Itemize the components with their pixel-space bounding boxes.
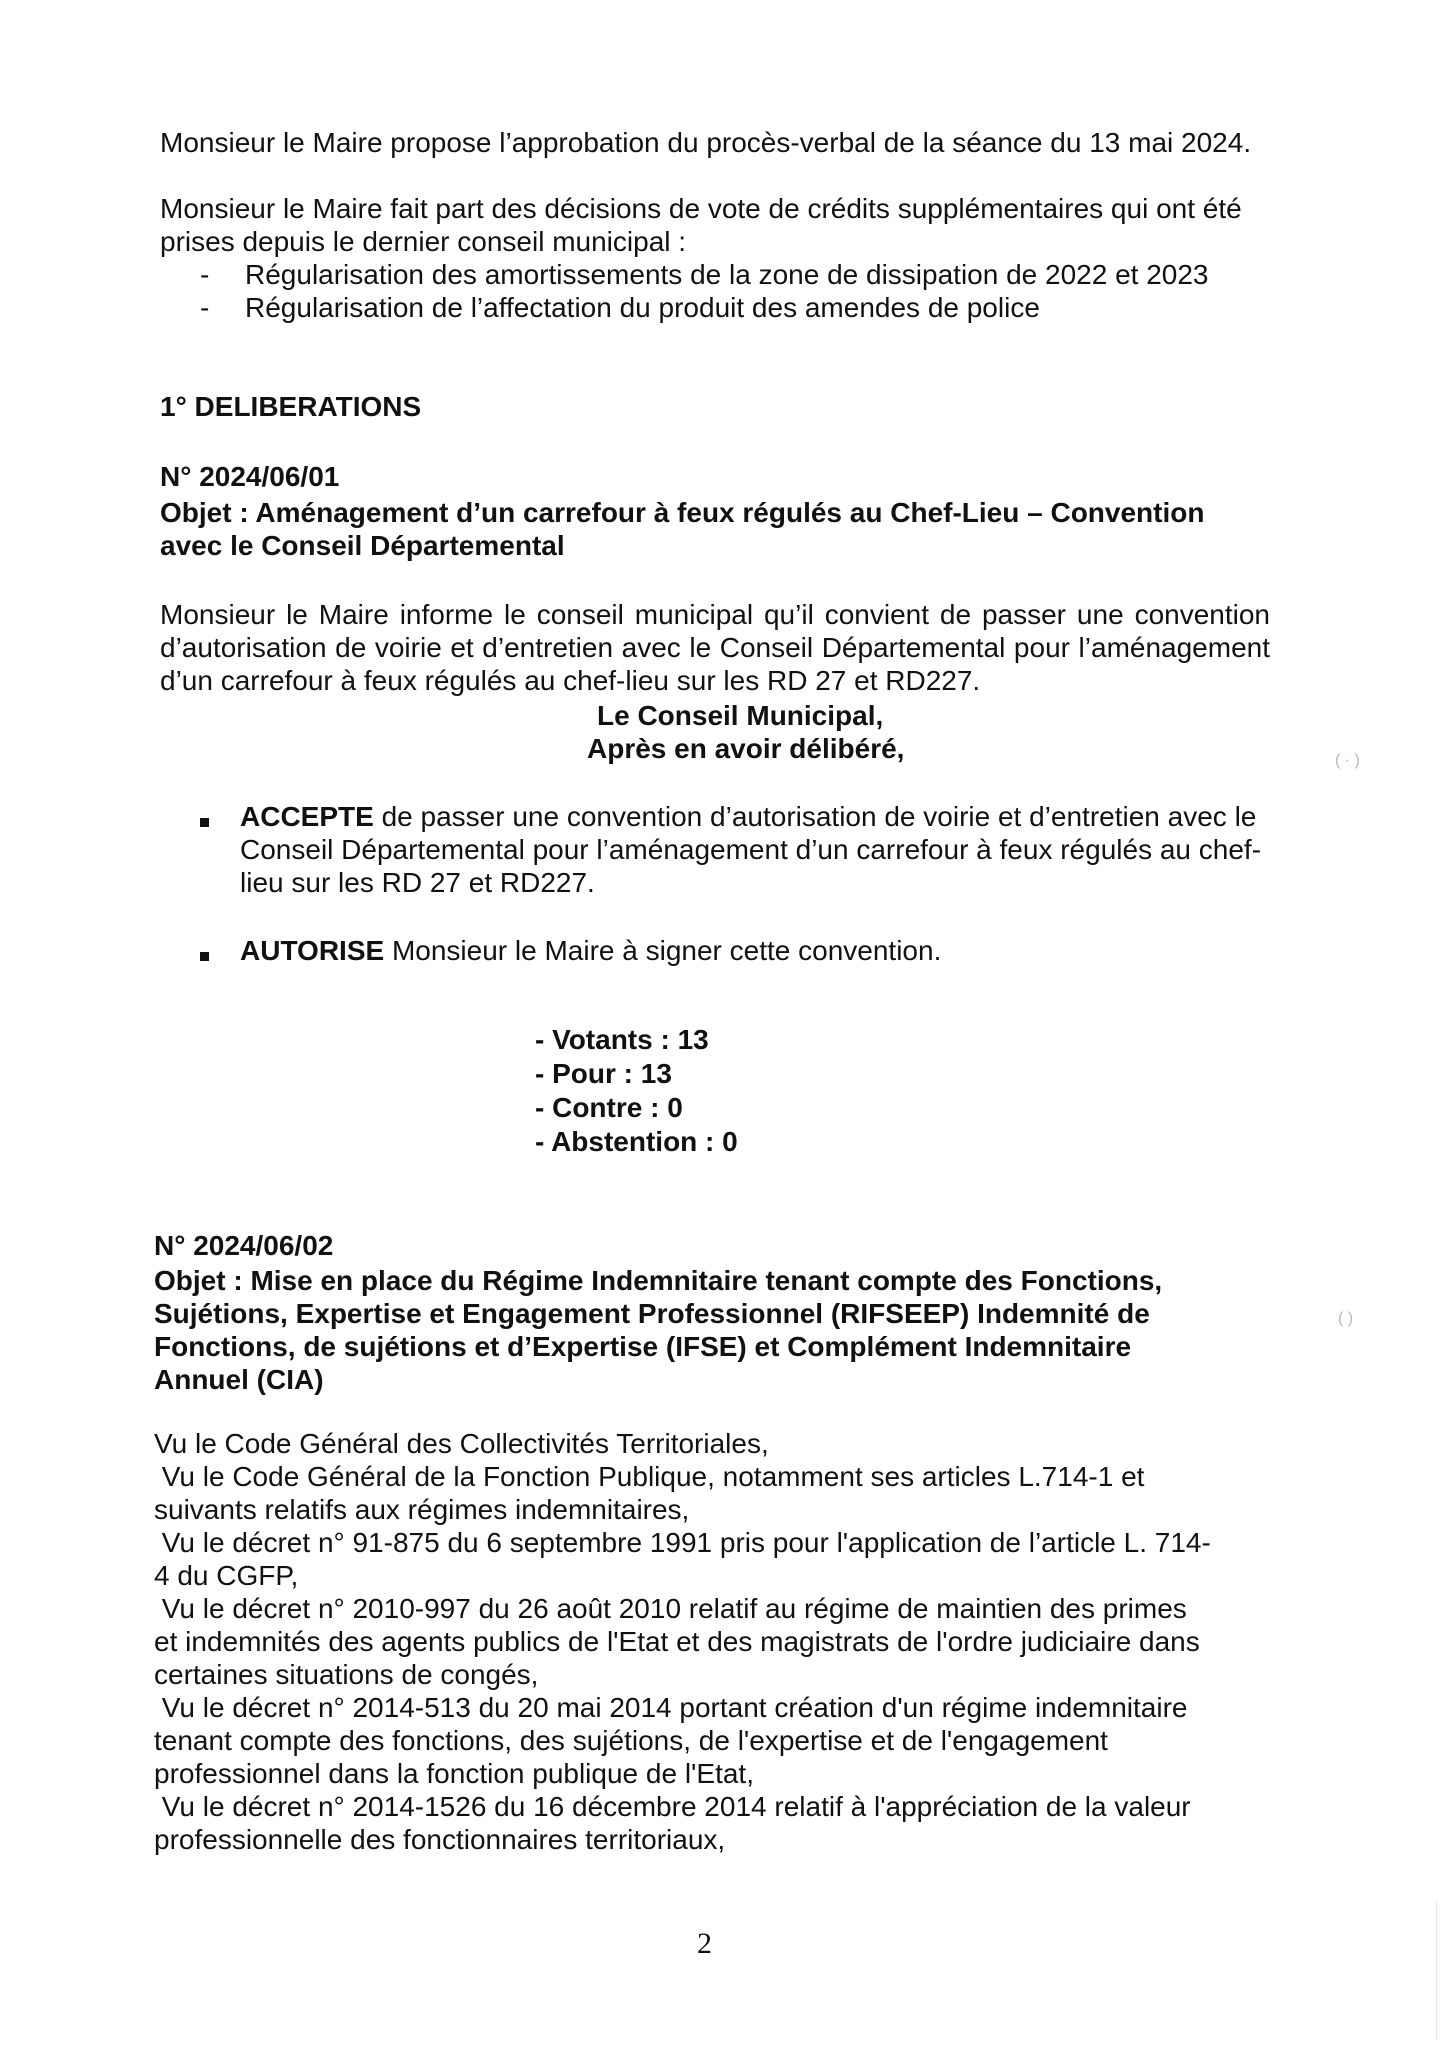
intro-paragraph-credits: Monsieur le Maire fait part des décisions de vote de crédits supplémentaires qui ont été prises depuis le dernier conseil municipal : <box>160 193 1242 257</box>
objet-line: Fonctions, de sujétions et d’Expertise (IFSE) et Complément Indemnitaire <box>154 1331 1132 1362</box>
deliberation-body: Monsieur le Maire informe le conseil municipal qu’il convient de passer une convention d’autorisation de voirie et d’entretien avec le Conseil Départemental pour l’aménagement d’un carrefour à feux régulés au chef-lieu sur les RD 27 et RD227. <box>160 599 1270 696</box>
decision-text: de passer une convention d’autorisation de voirie et d’entretien avec le Conseil Départemental pour l’aménagement d’un carrefour à feux régulés au chef-lieu sur les RD 27 et RD227. <box>240 801 1262 898</box>
decision-verb: AUTORISE <box>240 935 385 966</box>
list-dash: - <box>200 292 210 323</box>
objet-line: Annuel (CIA) <box>154 1364 324 1395</box>
decision-accepte <box>240 800 1280 899</box>
council-label: Le Conseil Municipal, <box>597 700 884 731</box>
bullet-square-icon <box>200 952 209 961</box>
page-number: 2 <box>697 1927 712 1960</box>
scan-mark: ( ) <box>1338 1310 1354 1327</box>
vote-pour: - Pour : 13 <box>535 1058 672 1089</box>
decision-verb: ACCEPTE <box>240 801 374 832</box>
visa-line: Vu le décret n° 2014-513 du 20 mai 2014 portant création d'un régime indemnitaire <box>154 1692 1188 1723</box>
visa-line: Vu le Code Général des Collectivités Territoriales, <box>154 1428 769 1459</box>
visa-line: professionnel dans la fonction publique de l'Etat, <box>154 1758 754 1789</box>
scan-edge-line <box>1436 1900 1437 2040</box>
list-item: Régularisation des amortissements de la zone de dissipation de 2022 et 2023 <box>245 259 1209 290</box>
visa-line: tenant compte des fonctions, des sujétions, de l'expertise et de l'engagement <box>154 1725 1108 1756</box>
visa-line: 4 du CGFP, <box>154 1560 299 1591</box>
decision-text: Monsieur le Maire à signer cette convention. <box>384 935 942 966</box>
visa-line: Vu le décret n° 2014-1526 du 16 décembre 2014 relatif à l'appréciation de la valeur <box>154 1791 1191 1822</box>
list-item: Régularisation de l’affectation du produit des amendes de police <box>245 292 1040 323</box>
visa-line: Vu le décret n° 2010-997 du 26 août 2010 relatif au régime de maintien des primes <box>154 1593 1187 1624</box>
intro-paragraph-approval: Monsieur le Maire propose l’approbation du procès-verbal de la séance du 13 mai 2024. <box>160 127 1252 158</box>
bullet-square-icon <box>200 818 209 827</box>
objet-line: Objet : Mise en place du Régime Indemnitaire tenant compte des Fonctions, <box>154 1265 1163 1296</box>
vote-contre: - Contre : 0 <box>535 1092 683 1123</box>
visa-line: professionnelle des fonctionnaires territoriaux, <box>154 1824 726 1855</box>
visa-line: certaines situations de congés, <box>154 1659 539 1690</box>
vote-abstention: - Abstention : 0 <box>535 1126 738 1157</box>
deliberation-number: N° 2024/06/01 <box>160 461 340 492</box>
visa-line: Vu le décret n° 91-875 du 6 septembre 1991 pris pour l'application de l’article L. 714- <box>154 1527 1211 1558</box>
after-deliberation-label: Après en avoir délibéré, <box>587 733 905 764</box>
objet-line: Sujétions, Expertise et Engagement Professionnel (RIFSEEP) Indemnité de <box>154 1298 1150 1329</box>
visa-line: Vu le Code Général de la Fonction Publique, notamment ses articles L.714-1 et <box>154 1461 1145 1492</box>
visa-line: et indemnités des agents publics de l'Etat et des magistrats de l'ordre judiciaire dans <box>154 1626 1200 1657</box>
scan-mark: ( · ) <box>1335 752 1360 769</box>
list-dash: - <box>200 259 210 290</box>
section-heading-deliberations: 1° DELIBERATIONS <box>160 391 422 422</box>
deliberation-objet: Objet : Aménagement d’un carrefour à feux régulés au Chef-Lieu – Convention avec le Conseil Départemental <box>160 497 1205 561</box>
vote-votants: - Votants : 13 <box>535 1024 709 1055</box>
deliberation-number: N° 2024/06/02 <box>154 1230 334 1261</box>
decision-autorise <box>240 934 1280 967</box>
visa-line: suivants relatifs aux régimes indemnitaires, <box>154 1494 690 1525</box>
